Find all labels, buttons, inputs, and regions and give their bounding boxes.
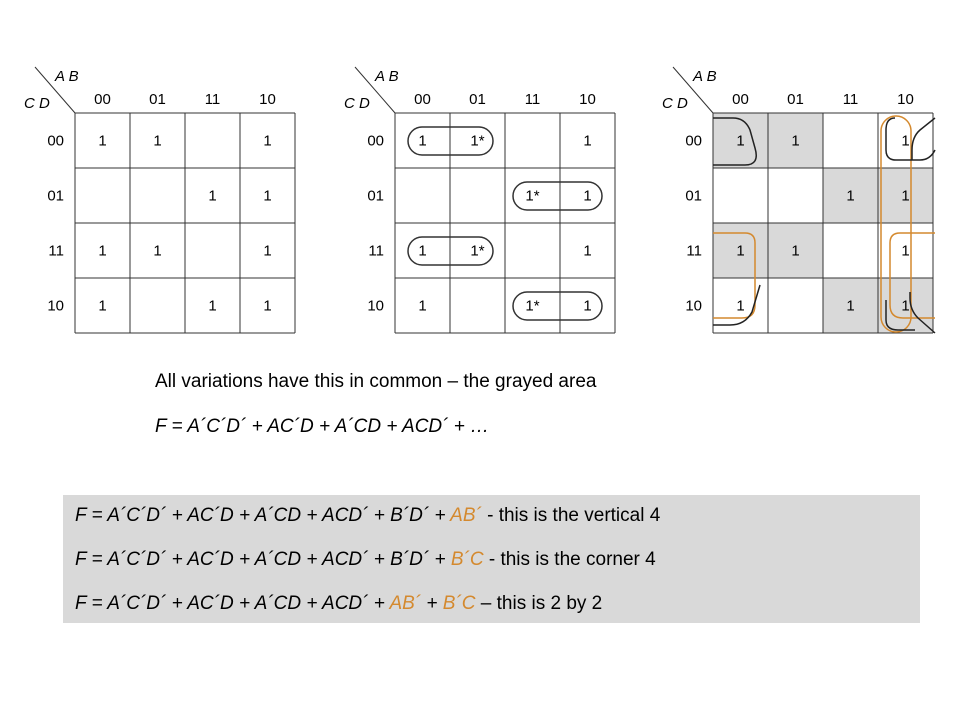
cell-value: 1 <box>208 297 217 315</box>
formula-variations-box <box>63 495 920 623</box>
cd-label: C D <box>662 95 688 112</box>
kmap-1 <box>24 67 295 333</box>
cell-value: 1 <box>736 242 745 260</box>
ab-label: A B <box>693 68 717 85</box>
row-header-00: 00 <box>367 132 384 150</box>
cell-value: 1 <box>418 242 427 260</box>
cell-value: 1 <box>791 242 800 260</box>
cell-value: 1 <box>583 242 592 260</box>
formula-vertical-4: F = A´C´D´ + AC´D + A´CD + ACD´ + B´D´ + AB´ - this is the vertical 4 <box>75 505 661 526</box>
row-header-01: 01 <box>685 187 702 205</box>
row-header-01: 01 <box>367 187 384 205</box>
cell-value: 1 <box>901 132 910 150</box>
cell-value: 1 <box>901 297 910 315</box>
col-header-11: 11 <box>204 91 221 108</box>
col-header-10: 10 <box>897 91 914 108</box>
cell-value: 1 <box>263 132 272 150</box>
cell-value: 1 <box>583 297 592 315</box>
cell-value: 1 <box>846 297 855 315</box>
row-header-11: 11 <box>368 242 384 260</box>
cell-value: 1 <box>208 187 217 205</box>
row-header-11: 11 <box>48 242 64 260</box>
cell-value: 1 <box>98 132 107 150</box>
cell-value: 1* <box>525 297 540 315</box>
col-header-11: 11 <box>524 91 541 108</box>
cell-value: 1 <box>583 187 592 205</box>
cell-value: 1 <box>791 132 800 150</box>
kmap-2-essential-prime-implicants <box>344 67 615 333</box>
cell-value: 1 <box>263 187 272 205</box>
cell-value: 1* <box>470 242 485 260</box>
loop-corner-topright <box>912 118 935 160</box>
cell-value: 1 <box>736 132 745 150</box>
col-header-00: 00 <box>414 91 431 108</box>
row-header-00: 00 <box>685 132 702 150</box>
common-formula: F = A´C´D´ + AC´D + A´CD + ACD´ + … <box>155 416 490 437</box>
row-header-10: 10 <box>47 297 64 315</box>
row-header-10: 10 <box>685 297 702 315</box>
cell-value: 1 <box>418 297 427 315</box>
col-header-01: 01 <box>469 91 486 108</box>
cd-label: C D <box>24 95 50 112</box>
common-note: All variations have this in common – the grayed area <box>155 371 597 392</box>
row-header-10: 10 <box>367 297 384 315</box>
cell-value: 1* <box>525 187 540 205</box>
col-header-10: 10 <box>579 91 596 108</box>
cell-value: 1 <box>901 187 910 205</box>
formula-2-by-2: F = A´C´D´ + AC´D + A´CD + ACD´ + AB´ + B´C – this is 2 by 2 <box>75 593 603 614</box>
kmap-3-grouping-options <box>662 67 935 333</box>
ab-label: A B <box>375 68 399 85</box>
cell-value: 1 <box>98 297 107 315</box>
cell-value: 1 <box>736 297 745 315</box>
cell-value: 1 <box>418 132 427 150</box>
cell-value: 1* <box>470 132 485 150</box>
col-header-10: 10 <box>259 91 276 108</box>
cell-value: 1 <box>263 297 272 315</box>
col-header-11: 11 <box>842 91 859 108</box>
formula-corner-4: F = A´C´D´ + AC´D + A´CD + ACD´ + B´D´ + B´C - this is the corner 4 <box>75 549 656 570</box>
cd-label: C D <box>344 95 370 112</box>
row-header-11: 11 <box>686 242 702 260</box>
cell-value: 1 <box>583 132 592 150</box>
cell-value: 1 <box>98 242 107 260</box>
cell-value: 1 <box>901 242 910 260</box>
cell-value: 1 <box>846 187 855 205</box>
row-header-01: 01 <box>47 187 64 205</box>
cell-value: 1 <box>153 132 162 150</box>
col-header-00: 00 <box>732 91 749 108</box>
cell-value: 1 <box>153 242 162 260</box>
ab-label: A B <box>55 68 79 85</box>
col-header-01: 01 <box>149 91 166 108</box>
cell-value: 1 <box>263 242 272 260</box>
col-header-01: 01 <box>787 91 804 108</box>
row-header-00: 00 <box>47 132 64 150</box>
col-header-00: 00 <box>94 91 111 108</box>
